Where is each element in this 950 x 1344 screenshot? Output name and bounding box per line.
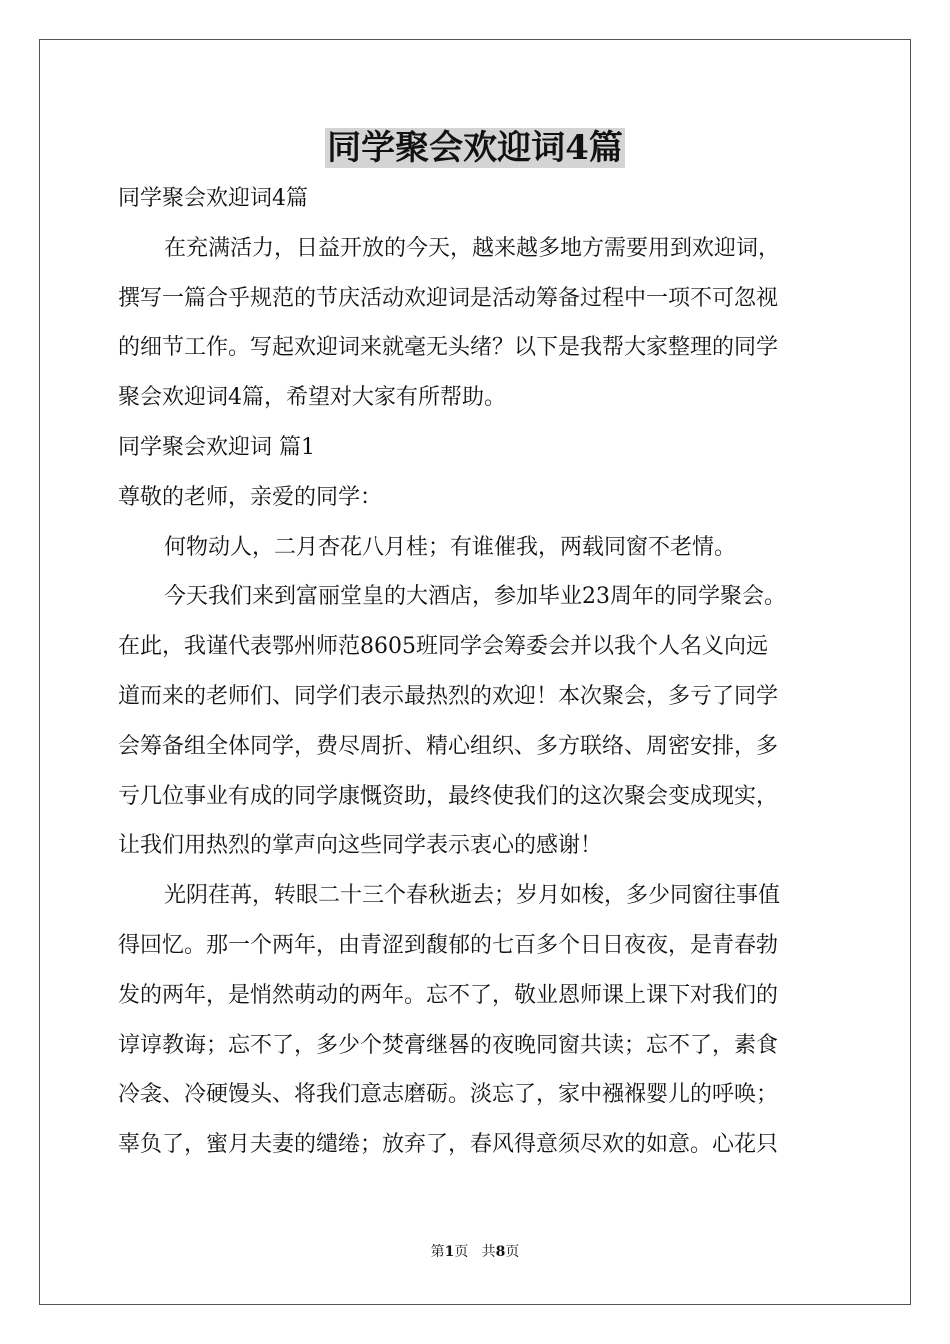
text-line: 何物动人，二月杏花八月桂；有谁催我，两载同窗不老情。 xyxy=(164,534,737,560)
text-line: 发的两年，是悄然萌动的两年。忘不了，敬业恩师课上课下对我们的 xyxy=(118,982,779,1008)
text-line: 聚会欢迎词4篇，希望对大家有所帮助。 xyxy=(118,385,506,411)
text-line: 让我们用热烈的掌声向这些同学表示衷心的感谢！ xyxy=(118,833,603,859)
text-line: 撰写一篇合乎规范的节庆活动欢迎词是活动筹备过程中一项不可忽视 xyxy=(118,285,779,311)
text-line: 在充满活力，日益开放的今天，越来越多地方需要用到欢迎词， xyxy=(164,235,781,261)
footer-current-page: 1 xyxy=(444,1244,455,1260)
text-line: 光阴荏苒，转眼二十三个春秋逝去；岁月如梭，多少同窗往事值 xyxy=(164,883,781,909)
text-line: 今天我们来到富丽堂皇的大酒店，参加毕业23周年的同学聚会。 xyxy=(164,584,786,610)
document-title xyxy=(0,126,950,170)
text-line: 道而来的老师们、同学们表示最热烈的欢迎！本次聚会，多亏了同学 xyxy=(118,683,779,709)
text-line: 亏几位事业有成的同学康慨资助，最终使我们的这次聚会变成现实， xyxy=(118,783,779,809)
text-line: 在此，我谨代表鄂州师范8605班同学会筹委会并以我个人名义向远 xyxy=(118,634,768,660)
text-line: 得回忆。那一个两年，由青涩到馥郁的七百多个日日夜夜，是青春勃 xyxy=(118,932,779,958)
text-line: 冷衾、冷硬馒头、将我们意志磨砺。淡忘了，家中襁褓婴儿的呼唤； xyxy=(118,1082,779,1108)
text-line: 谆谆教诲；忘不了，多少个焚膏继晷的夜晚同窗共读；忘不了，素食 xyxy=(118,1032,779,1058)
footer-total-pages: 8 xyxy=(495,1244,506,1260)
text-line: 尊敬的老师，亲爱的同学： xyxy=(118,484,383,510)
page-footer xyxy=(0,1242,950,1262)
text-line: 辜负了，蜜月夫妻的缱绻；放弃了，春风得意须尽欢的如意。心花只 xyxy=(118,1132,779,1158)
footer-total-suffix: 页 xyxy=(505,1244,520,1260)
footer-page-prefix: 第 xyxy=(430,1244,445,1260)
text-line: 的细节工作。写起欢迎词来就毫无头绪？以下是我帮大家整理的同学 xyxy=(118,335,779,361)
footer-page-suffix: 页 xyxy=(454,1244,469,1260)
text-line: 会筹备组全体同学，费尽周折、精心组织、多方联络、周密安排，多 xyxy=(118,733,779,759)
document-title-text: 同学聚会欢迎词4篇 xyxy=(327,128,623,168)
text-line: 同学聚会欢迎词4篇 xyxy=(118,186,308,211)
footer-total-prefix: 共 xyxy=(481,1244,496,1260)
document-body xyxy=(118,174,848,1170)
text-line: 同学聚会欢迎词 篇1 xyxy=(118,434,315,460)
